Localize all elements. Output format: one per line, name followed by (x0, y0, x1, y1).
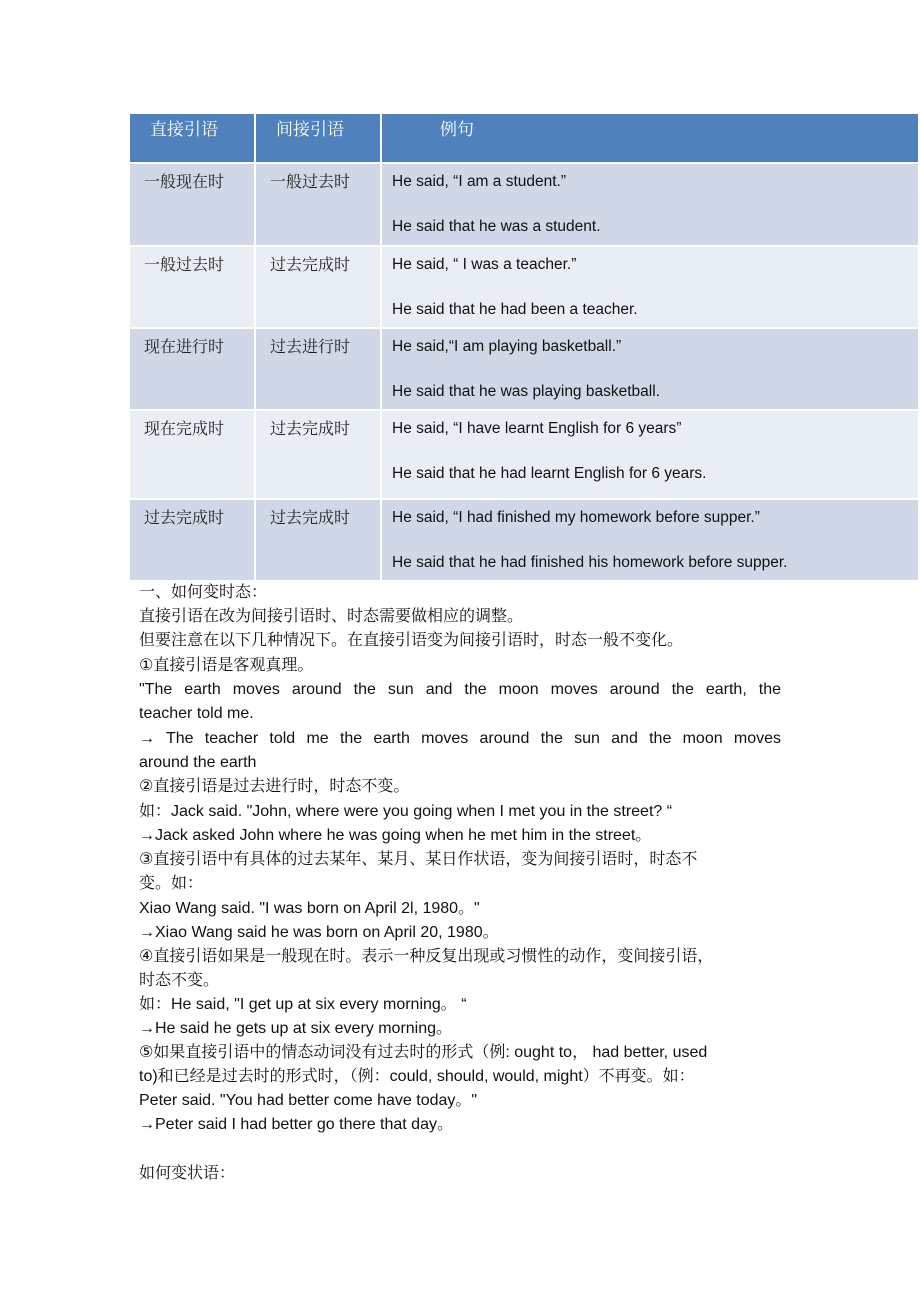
indirect-tense: 一般过去时 (255, 163, 381, 246)
direct-tense: 一般现在时 (129, 163, 255, 246)
example-direct: He said,“I am playing basketball.” (392, 338, 622, 355)
header-direct: 直接引语 (129, 113, 255, 163)
text-line: →Xiao Wang said he was born on April 20, 1980。 (139, 924, 499, 941)
table-row (129, 246, 919, 328)
example-indirect: He said that he was playing basketball. (392, 383, 660, 400)
example-cell (381, 246, 919, 328)
example-cell (381, 410, 919, 499)
text-line: Peter said. "You had better come have today。" (139, 1092, 478, 1109)
example-direct: He said, “I am a student.” (392, 173, 567, 190)
text-line: around the earth (139, 754, 257, 771)
text-line: to)和已经是过去时的形式时，（例：could, should, would, might）不再变。如： (139, 1068, 695, 1085)
table-row (129, 499, 919, 581)
text-line: →He said he gets up at six every morning。 (139, 1020, 453, 1037)
text-line: 一、如何变时态： (139, 584, 268, 601)
example-indirect: He said that he had learnt English for 6 years. (392, 465, 707, 482)
table-row (129, 163, 919, 246)
direct-tense: 现在进行时 (129, 328, 255, 410)
direct-tense: 一般过去时 (129, 246, 255, 328)
text-line: 如何变状语： (139, 1165, 236, 1182)
text-line: 如：Jack said. "John, where were you going when I met you in the street? “ (139, 803, 673, 820)
indirect-tense: 过去进行时 (255, 328, 381, 410)
text-line: → The teacher told me the earth moves around the sun and the moon moves (139, 730, 781, 747)
indirect-tense: 过去完成时 (255, 246, 381, 328)
text-line: ①直接引语是客观真理。 (139, 657, 314, 674)
indirect-tense: 过去完成时 (255, 499, 381, 581)
text-line: 变。如： (139, 875, 204, 892)
header-indirect: 间接引语 (255, 113, 381, 163)
text-line: teacher told me. (139, 705, 254, 722)
example-cell (381, 499, 919, 581)
text-line: ⑤如果直接引语中的情态动词没有过去时的形式（例: ought to， had better, used (139, 1044, 708, 1061)
header-example: 例句 (381, 113, 919, 163)
example-cell (381, 328, 919, 410)
text-line: "The earth moves around the sun and the moon moves around the earth, the (139, 681, 781, 698)
text-line: 如：He said, "I get up at six every morning。 “ (139, 996, 467, 1013)
direct-tense: 过去完成时 (129, 499, 255, 581)
example-direct: He said, “ I was a teacher.” (392, 256, 577, 273)
text-line: ③直接引语中有具体的过去某年、某月、某日作状语，变为间接引语时，时态不 (139, 851, 698, 868)
text-line: →Peter said I had better go there that day。 (139, 1116, 453, 1133)
example-cell (381, 163, 919, 246)
table-row (129, 328, 919, 410)
text-line: →Jack asked John where he was going when he met him in the street。 (139, 827, 652, 844)
tense-table (128, 112, 920, 582)
text-line: 直接引语在改为间接引语时、时态需要做相应的调整。 (139, 608, 524, 625)
example-direct: He said, “I had finished my homework before supper.” (392, 509, 760, 526)
text-line: 但要注意在以下几种情况下。在直接引语变为间接引语时，时态一般不变化。 (139, 632, 684, 649)
example-indirect: He said that he had finished his homework before supper. (392, 554, 788, 571)
example-direct: He said, “I have learnt English for 6 years” (392, 420, 682, 437)
text-line: Xiao Wang said. "I was born on April 2l, 1980。" (139, 900, 480, 917)
direct-tense: 现在完成时 (129, 410, 255, 499)
example-indirect: He said that he had been a teacher. (392, 301, 638, 318)
text-line: ④直接引语如果是一般现在时。表示一种反复出现或习惯性的动作，变间接引语， (139, 948, 714, 965)
text-line: ②直接引语是过去进行时，时态不变。 (139, 778, 410, 795)
table-row (129, 410, 919, 499)
text-line: 时态不变。 (139, 972, 220, 989)
example-indirect: He said that he was a student. (392, 218, 601, 235)
indirect-tense: 过去完成时 (255, 410, 381, 499)
